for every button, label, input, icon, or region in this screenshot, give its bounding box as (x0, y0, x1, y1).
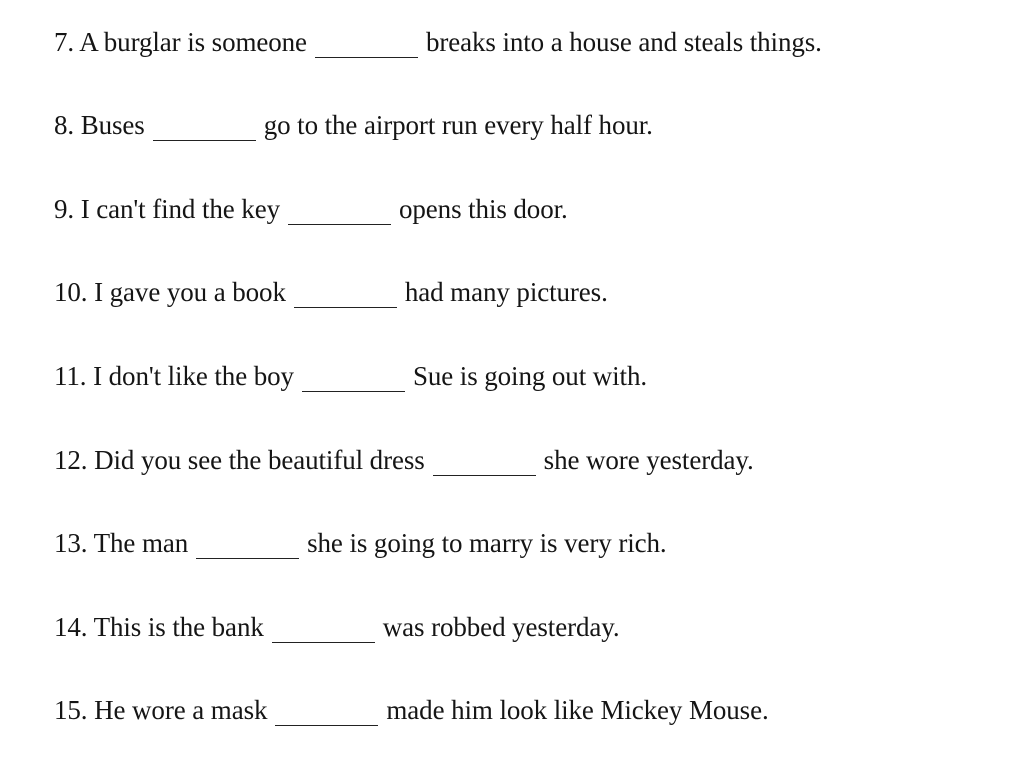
question-13-text-after: she is going to marry is very rich. (307, 528, 667, 558)
question-14-answer-blank[interactable] (272, 641, 375, 643)
question-15 (54, 690, 769, 730)
question-14 (54, 607, 620, 647)
question-10-text-after: had many pictures. (404, 277, 608, 307)
question-14-text-after: was robbed yesterday. (382, 612, 620, 642)
question-14-text-before: 14. This is the bank (54, 612, 264, 642)
question-8 (54, 105, 653, 145)
question-9-answer-blank[interactable] (288, 223, 391, 225)
question-15-answer-blank[interactable] (275, 724, 378, 726)
question-8-answer-blank[interactable] (153, 139, 256, 141)
question-12-text-after: she wore yesterday. (543, 445, 754, 475)
question-9-text-before: 9. I can't find the key (54, 194, 280, 224)
question-8-text-after: go to the airport run every half hour. (263, 110, 653, 140)
question-7-answer-blank[interactable] (315, 56, 418, 58)
question-10-answer-blank[interactable] (294, 306, 397, 308)
question-7 (54, 22, 822, 62)
question-9-text-after: opens this door. (399, 194, 568, 224)
question-13 (54, 523, 667, 563)
question-7-text-after: breaks into a house and steals things. (425, 27, 822, 57)
question-9 (54, 189, 568, 229)
question-12 (54, 440, 754, 480)
question-8-text-before: 8. Buses (54, 110, 145, 140)
question-13-text-before: 13. The man (54, 528, 189, 558)
question-10 (54, 272, 608, 312)
question-11-answer-blank[interactable] (302, 390, 405, 392)
question-13-answer-blank[interactable] (196, 557, 299, 559)
question-15-text-before: 15. He wore a mask (54, 695, 268, 725)
question-11 (54, 356, 647, 396)
question-11-text-after: Sue is going out with. (412, 361, 648, 391)
question-15-text-after: made him look like Mickey Mouse. (386, 695, 769, 725)
question-11-text-before: 11. I don't like the boy (54, 361, 294, 391)
question-7-text-before: 7. A burglar is someone (54, 27, 307, 57)
question-12-text-before: 12. Did you see the beautiful dress (54, 445, 425, 475)
question-10-text-before: 10. I gave you a book (54, 277, 286, 307)
question-12-answer-blank[interactable] (433, 474, 536, 476)
